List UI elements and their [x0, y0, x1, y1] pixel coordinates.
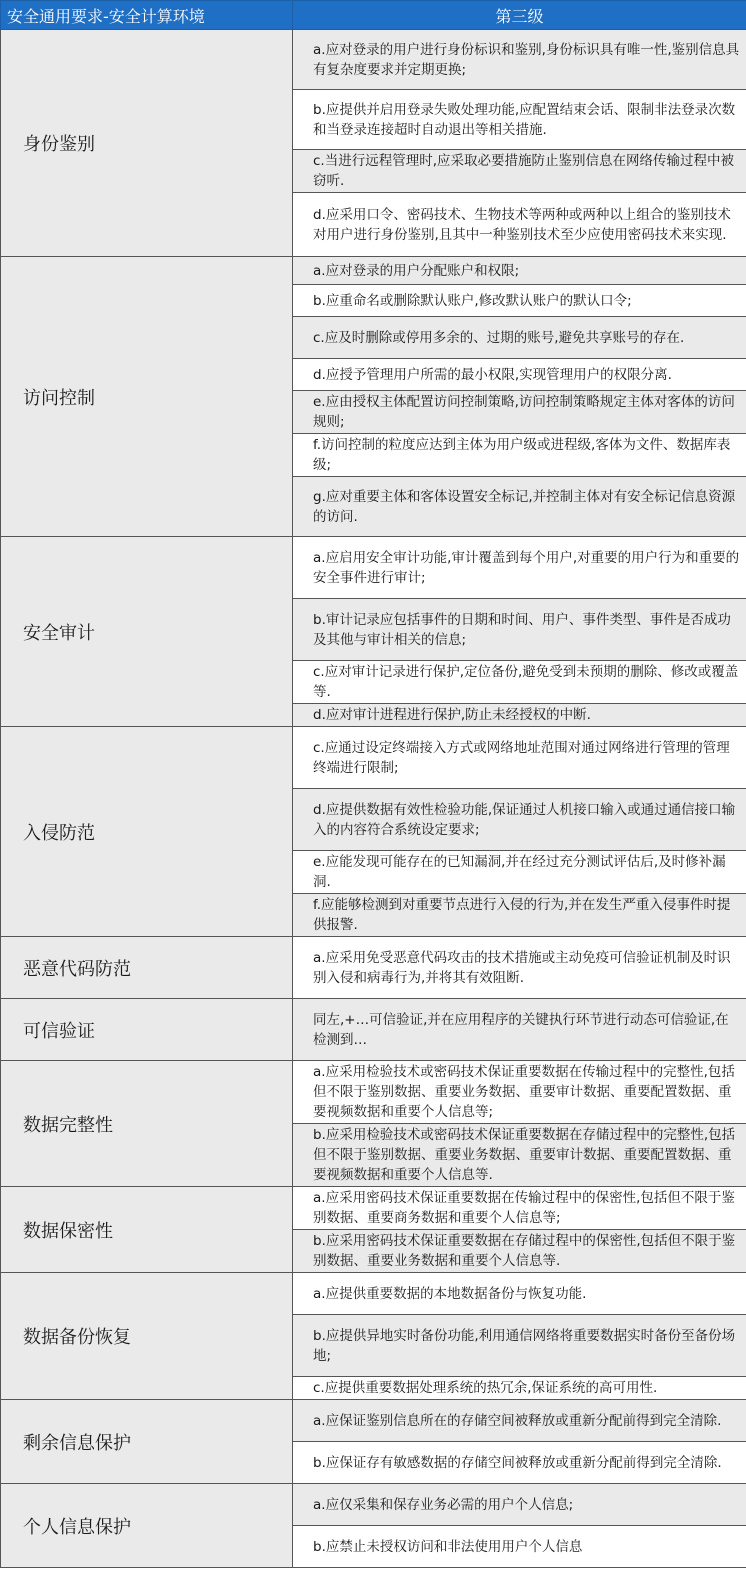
category-cell: 数据备份恢复 [1, 1273, 293, 1400]
requirement-cell: a.应对登录的用户进行身份标识和鉴别,身份标识具有唯一性,鉴别信息具有复杂度要求并定期更换; [293, 30, 746, 90]
requirement-cell: c.应提供重要数据处理系统的热冗余,保证系统的高可用性. [293, 1377, 746, 1400]
category-cell: 安全审计 [1, 537, 293, 727]
table-row [1, 257, 746, 285]
requirement-cell: b.应重命名或删除默认账户,修改默认账户的默认口令; [293, 285, 746, 317]
category-cell: 入侵防范 [1, 727, 293, 937]
table-header-row [1, 1, 746, 30]
requirement-cell: b.应采用检验技术或密码技术保证重要数据在存储过程中的完整性,包括但不限于鉴别数据、重要业务数据、重要审计数据、重要配置数据、重要视频数据和重要个人信息等. [293, 1124, 746, 1187]
requirement-cell: c.应及时删除或停用多余的、过期的账号,避免共享账号的存在. [293, 317, 746, 359]
category-cell: 访问控制 [1, 257, 293, 537]
table-row [1, 537, 746, 599]
requirement-cell: f.访问控制的粒度应达到主体为用户级或进程级,客体为文件、数据库表级; [293, 434, 746, 477]
requirement-cell: b.应提供异地实时备份功能,利用通信网络将重要数据实时备份至备份场地; [293, 1315, 746, 1377]
category-cell: 个人信息保护 [1, 1484, 293, 1568]
requirement-cell: c.当进行远程管理时,应采取必要措施防止鉴别信息在网络传输过程中被窃听. [293, 150, 746, 193]
table-row [1, 937, 746, 999]
category-cell: 可信验证 [1, 999, 293, 1061]
requirement-cell: e.应能发现可能存在的已知漏洞,并在经过充分测试评估后,及时修补漏洞. [293, 851, 746, 894]
requirement-cell: a.应采用检验技术或密码技术保证重要数据在传输过程中的完整性,包括但不限于鉴别数据、重要业务数据、重要审计数据、重要配置数据、重要视频数据和重要个人信息等; [293, 1061, 746, 1124]
table-body [1, 30, 746, 1568]
requirement-cell: e.应由授权主体配置访问控制策略,访问控制策略规定主体对客体的访问规则; [293, 391, 746, 434]
table-row [1, 1484, 746, 1526]
requirement-cell: a.应保证鉴别信息所在的存储空间被释放或重新分配前得到完全清除. [293, 1400, 746, 1442]
table-row [1, 999, 746, 1061]
requirement-cell: g.应对重要主体和客体设置安全标记,并控制主体对有安全标记信息资源的访问. [293, 477, 746, 537]
header-category: 安全通用要求-安全计算环境 [1, 1, 293, 30]
requirement-cell: a.应仅采集和保存业务必需的用户个人信息; [293, 1484, 746, 1526]
requirement-cell: c.应对审计记录进行保护,定位备份,避免受到未预期的删除、修改或覆盖等. [293, 661, 746, 704]
table-row [1, 30, 746, 90]
table-row [1, 727, 746, 789]
requirement-cell: a.应采用免受恶意代码攻击的技术措施或主动免疫可信验证机制及时识别入侵和病毒行为,并将其有效阻断. [293, 937, 746, 999]
category-cell: 恶意代码防范 [1, 937, 293, 999]
requirement-cell: b.审计记录应包括事件的日期和时间、用户、事件类型、事件是否成功及其他与审计相关的信息; [293, 599, 746, 661]
category-cell: 剩余信息保护 [1, 1400, 293, 1484]
category-cell: 数据保密性 [1, 1187, 293, 1273]
requirement-cell: b.应禁止未授权访问和非法使用用户个人信息 [293, 1526, 746, 1568]
requirement-cell: c.应通过设定终端接入方式或网络地址范围对通过网络进行管理的管理终端进行限制; [293, 727, 746, 789]
header-level: 第三级 [293, 1, 746, 30]
table-row [1, 1400, 746, 1442]
table-row [1, 1187, 746, 1230]
requirement-cell: b.应采用密码技术保证重要数据在存储过程中的保密性,包括但不限于鉴别数据、重要业务数据和重要个人信息等. [293, 1230, 746, 1273]
requirement-cell: d.应对审计进程进行保护,防止未经授权的中断. [293, 704, 746, 727]
requirement-cell: 同左,+…可信验证,并在应用程序的关键执行环节进行动态可信验证,在检测到… [293, 999, 746, 1061]
requirement-cell: d.应提供数据有效性检验功能,保证通过人机接口输入或通过通信接口输入的内容符合系统设定要求; [293, 789, 746, 851]
requirement-cell: d.应授予管理用户所需的最小权限,实现管理用户的权限分离. [293, 359, 746, 391]
category-cell: 身份鉴别 [1, 30, 293, 257]
requirement-cell: f.应能够检测到对重要节点进行入侵的行为,并在发生严重入侵事件时提供报警. [293, 894, 746, 937]
requirement-cell: a.应启用安全审计功能,审计覆盖到每个用户,对重要的用户行为和重要的安全事件进行审计; [293, 537, 746, 599]
table-row [1, 1273, 746, 1315]
requirement-cell: a.应采用密码技术保证重要数据在传输过程中的保密性,包括但不限于鉴别数据、重要商务数据和重要个人信息等; [293, 1187, 746, 1230]
table-row [1, 1061, 746, 1124]
requirement-cell: b.应提供并启用登录失败处理功能,应配置结束会话、限制非法登录次数和当登录连接超时自动退出等相关措施. [293, 90, 746, 150]
requirement-cell: a.应对登录的用户分配账户和权限; [293, 257, 746, 285]
requirement-cell: a.应提供重要数据的本地数据备份与恢复功能. [293, 1273, 746, 1315]
requirement-cell: d.应采用口令、密码技术、生物技术等两种或两种以上组合的鉴别技术对用户进行身份鉴别,且其中一种鉴别技术至少应使用密码技术来实现. [293, 193, 746, 257]
category-cell: 数据完整性 [1, 1061, 293, 1187]
requirement-cell: b.应保证存有敏感数据的存储空间被释放或重新分配前得到完全清除. [293, 1442, 746, 1484]
